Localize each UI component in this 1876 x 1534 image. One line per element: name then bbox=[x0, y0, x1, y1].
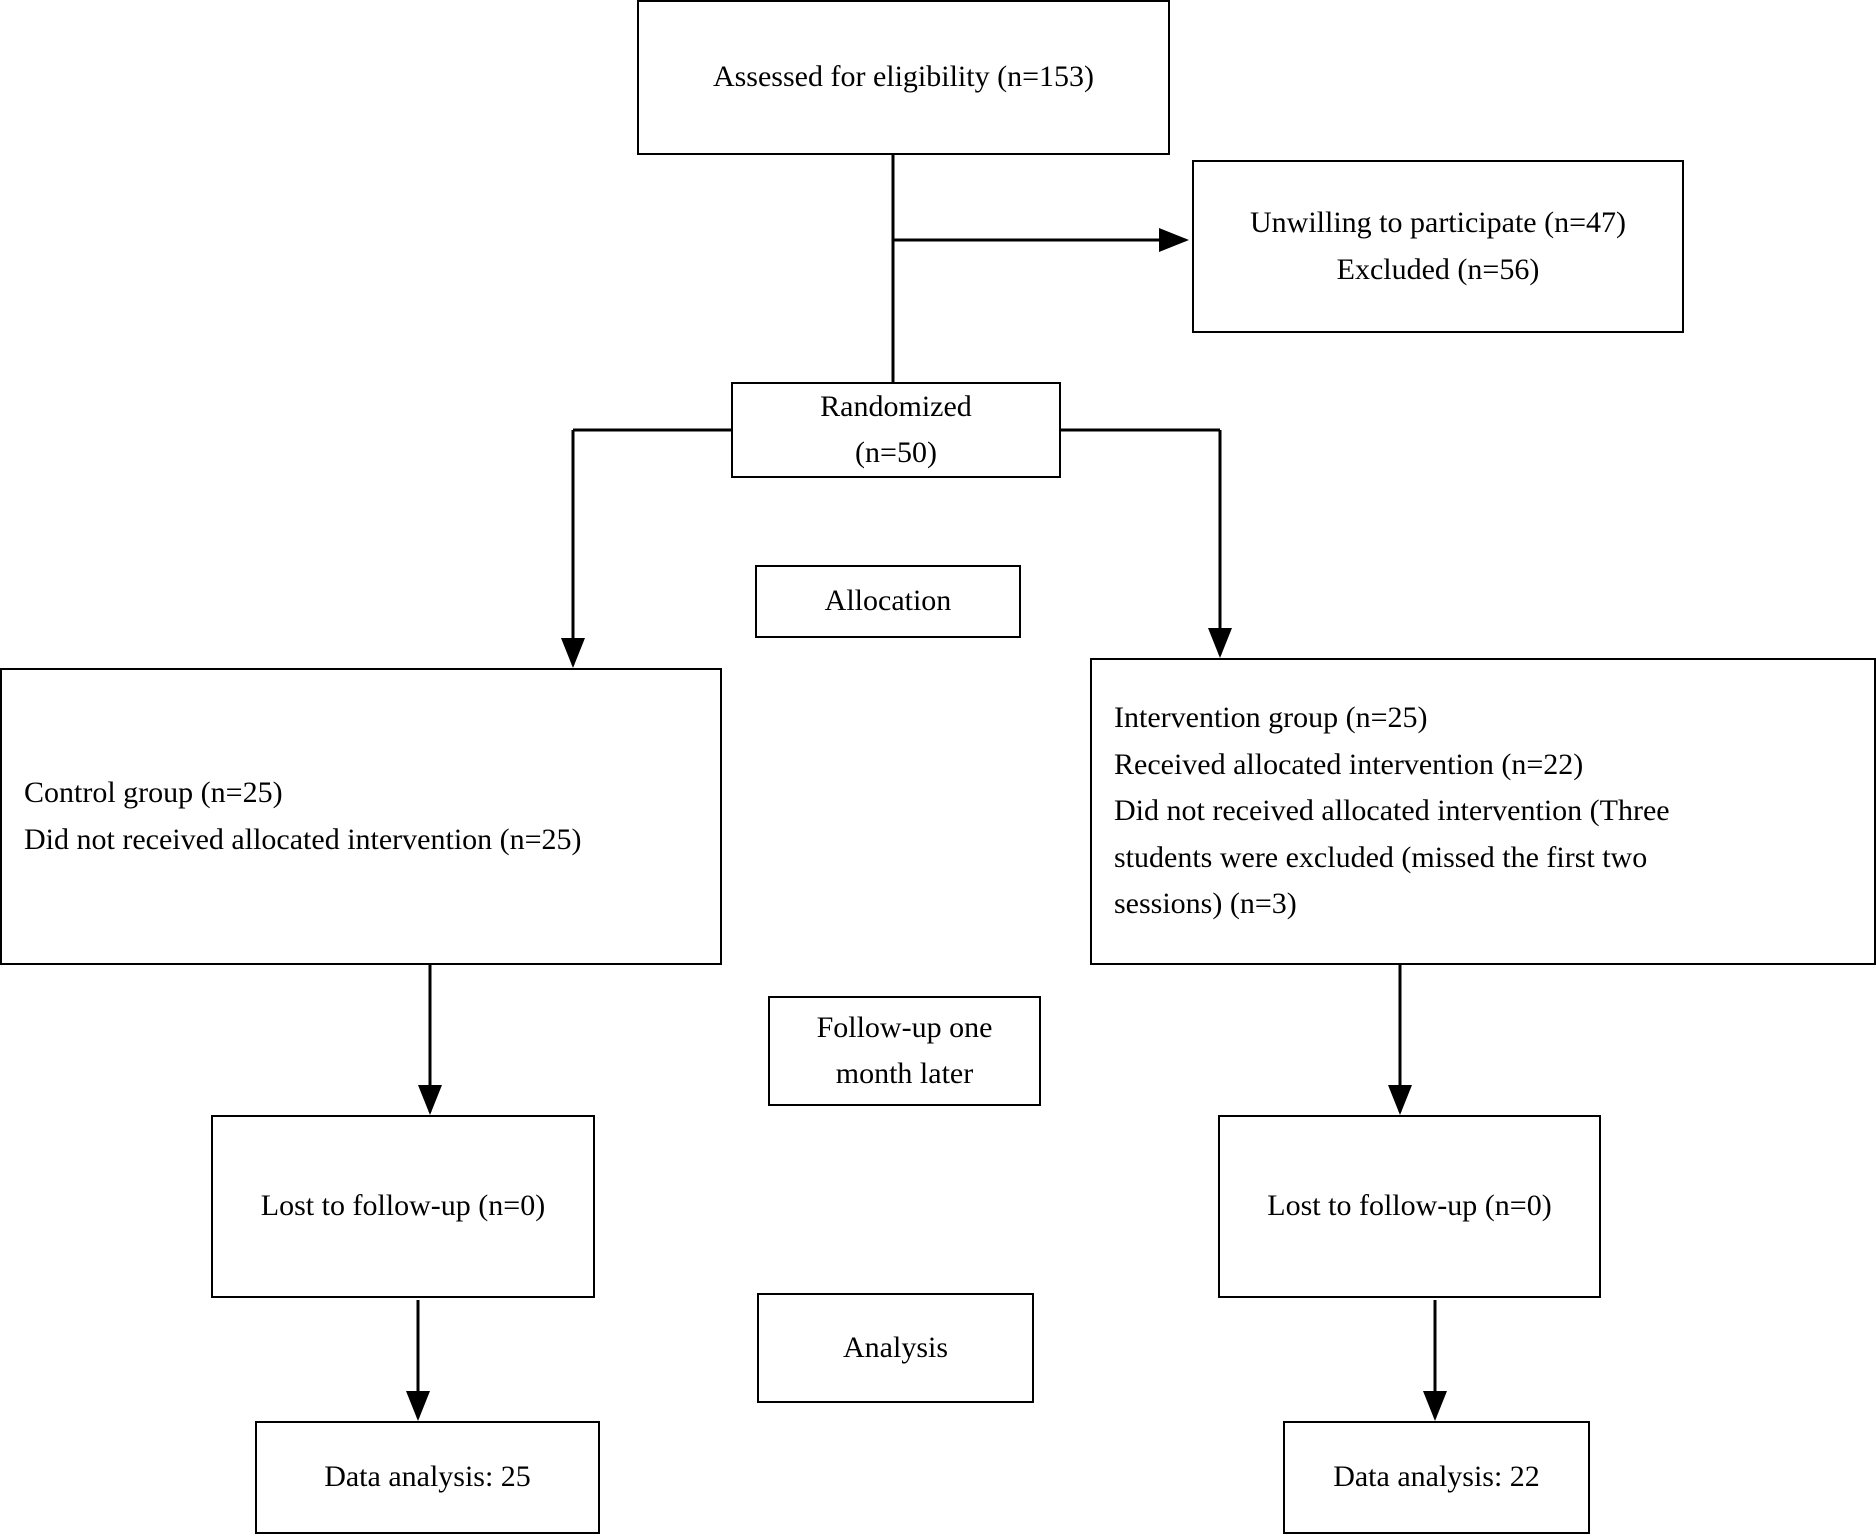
stage-label-followup bbox=[768, 996, 1041, 1106]
node-excluded bbox=[1192, 160, 1684, 333]
randomized-line-1: Randomized bbox=[820, 389, 972, 423]
control-line-2: Did not received allocated intervention (n=25) bbox=[24, 822, 582, 856]
intervention-analysis-text: Data analysis: 22 bbox=[1333, 1460, 1540, 1494]
stage-label-analysis bbox=[757, 1293, 1034, 1403]
intervention-line-1: Intervention group (n=25) bbox=[1114, 701, 1428, 735]
followup-label-line-2: month later bbox=[835, 1057, 974, 1090]
randomized-line-2: (n=50) bbox=[855, 436, 937, 469]
assessed-text: Assessed for eligibility (n=153) bbox=[712, 60, 1095, 94]
intervention-line-4: students were excluded (missed the first two bbox=[1114, 840, 1648, 874]
control-analysis-text: Data analysis: 25 bbox=[324, 1460, 531, 1494]
node-assessed-for-eligibility bbox=[637, 0, 1170, 155]
stage-label-allocation bbox=[755, 565, 1021, 638]
intervention-line-3: Did not received allocated intervention (Three bbox=[1114, 794, 1670, 828]
node-intervention-data-analysis bbox=[1283, 1421, 1590, 1534]
node-intervention-lost-to-followup bbox=[1218, 1115, 1601, 1298]
control-lost-text: Lost to follow-up (n=0) bbox=[260, 1189, 546, 1223]
node-intervention-group bbox=[1090, 658, 1876, 965]
followup-label-line-1: Follow-up one bbox=[816, 1010, 993, 1044]
node-randomized bbox=[731, 382, 1061, 478]
excluded-line-2: Excluded (n=56) bbox=[1336, 252, 1540, 286]
node-control-lost-to-followup bbox=[211, 1115, 595, 1298]
allocation-label-text: Allocation bbox=[824, 584, 952, 618]
node-control-data-analysis bbox=[255, 1421, 600, 1534]
node-control-group bbox=[0, 668, 722, 965]
control-line-1: Control group (n=25) bbox=[24, 776, 283, 809]
intervention-lost-text: Lost to follow-up (n=0) bbox=[1267, 1189, 1552, 1223]
excluded-line-1: Unwilling to participate (n=47) bbox=[1250, 206, 1626, 239]
intervention-line-5: sessions) (n=3) bbox=[1114, 887, 1297, 921]
analysis-label-text: Analysis bbox=[843, 1330, 948, 1364]
intervention-line-2: Received allocated intervention (n=22) bbox=[1114, 747, 1584, 781]
